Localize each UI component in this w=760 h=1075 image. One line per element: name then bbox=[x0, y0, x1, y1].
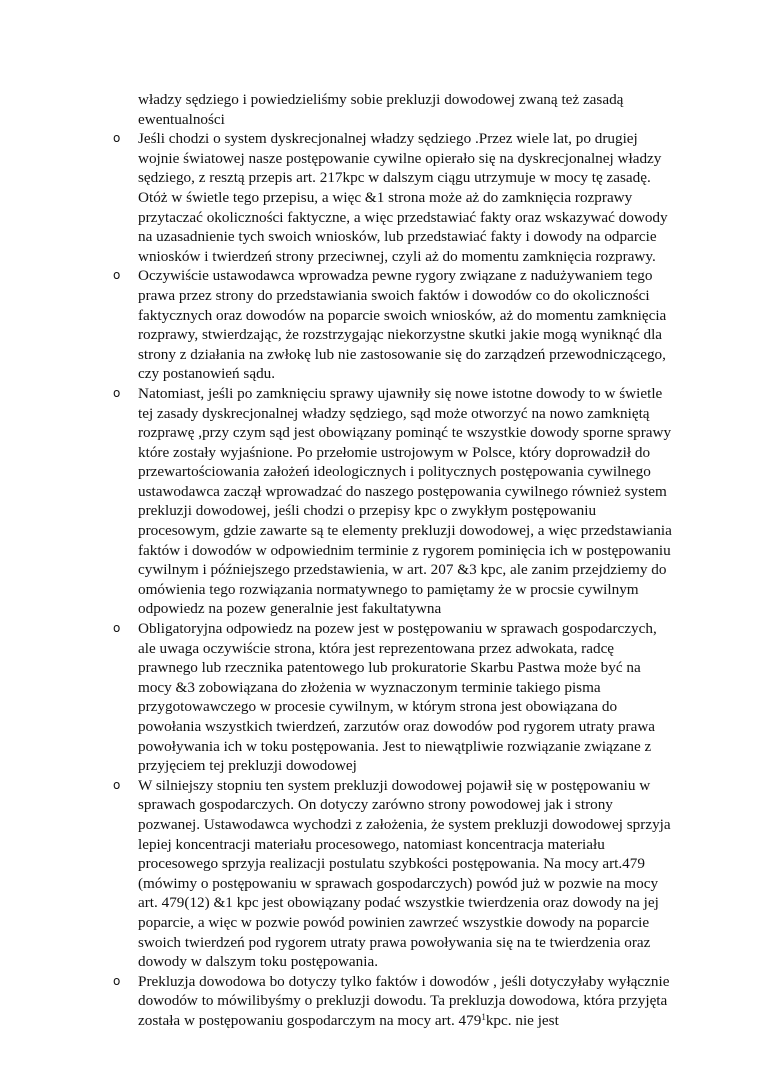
continuation-paragraph: władzy sędziego i powiedzieliśmy sobie prekluzji dowodowej zwaną też zasadą ewentualności bbox=[138, 91, 624, 128]
list-item-text: Obligatoryjna odpowiedz na pozew jest w postępowaniu w sprawach gospodarczych, ale uwaga oczywiście strona, która jest reprezentowana przez adwokata, radcę prawnego lub rzecznika patentowego lub prokuratorie Skarbu Pastwa może być na mocy &3 zobowiązana do złożenia w wyznaczonym terminie takiego pisma przygotowawczego w procesie cywilnym, w którym strona jest obowiązana do powołania wszystkich twierdzeń, zarzutów oraz dowodów pod rygorem utraty prawa powoływania ich w toku postępowania. Jest to niewątpliwie rozwiązanie związane z przyjęciem tej prekluzji dowodowej bbox=[138, 620, 657, 775]
list-item bbox=[113, 129, 674, 266]
list-item-text bbox=[138, 972, 674, 1031]
list-item-text-after: kpc. nie jest bbox=[485, 1011, 559, 1029]
bullet-marker: o bbox=[113, 973, 121, 988]
bullet-list bbox=[113, 129, 674, 1030]
bullet-marker: o bbox=[113, 131, 121, 146]
list-item-text: W silniejszy stopniu ten system prekluzji dowodowej pojawił się w postępowaniu w sprawach gospodarczych. On dotyczy zarówno strony powodowej jak i strony pozwanej. Ustawodawca wychodzi z założenia, że system prekluzji dowodowej sprzyja lepiej koncentracji materiału procesowego, natomiast koncentracja materiału procesowego sprzyja realizacji postulatu szybkości postępowania. Na mocy art.479 (mówimy o postępowaniu w sprawach gospodarczych) powód już w pozwie na mocy art. 479(12) &1 kpc jest obowiązany podać wszystkie twierdzenia oraz dowody na jej poparcie, a więc w pozwie powód powinien zawrzeć wszystkie dowody na poparcie swoich twierdzeń pod rygorem utraty prawa powoływania się na te twierdzenia oraz dowody w dalszym toku postępowania. bbox=[138, 776, 671, 971]
list-item-text: Jeśli chodzi o system dyskrecjonalnej władzy sędziego .Przez wiele lat, po drugiej wojnie światowej nasze postępowanie cywilne opierało się na dyskrecjonalnej władzy sędziego, z resztą przepis art. 217kpc w dalszym ciągu utrzymuje w mocy tę zasadę. Otóż w świetle tego przepisu, a więc &1 strona może aż do zamknięcia rozprawy przytaczać okoliczności faktyczne, a więc przedstawiać fakty oraz wskazywać dowody na uzasadnienie tych swoich wniosków, lub przedstawiać fakty i dowody na odparcie wniosków i twierdzeń strony przeciwnej, czyli aż do momentu zamknięcia rozprawy. bbox=[138, 130, 668, 265]
list-item bbox=[113, 266, 674, 384]
bullet-marker: o bbox=[113, 777, 121, 792]
list-item bbox=[113, 619, 674, 776]
list-item bbox=[113, 776, 674, 972]
bullet-marker: o bbox=[113, 385, 121, 400]
list-item-text: Oczywiście ustawodawca wprowadza pewne rygory związane z nadużywaniem tego prawa przez strony do przedstawiania swoich faktów i dowodów co do okoliczności faktycznych oraz dowodów na poparcie swoich wniosków, aż do momentu zamknięcia rozprawy, stwierdzając, że rozstrzygając niekorzystne skutki jakie mogą wyniknąć dla strony z działania na zwłokę lub nie zastosowanie się do zarządzeń przewodniczącego, czy postanowień sądu. bbox=[138, 267, 667, 383]
list-item-text-before: Prekluzja dowodowa bo dotyczy tylko faktów i dowodów , jeśli dotyczyłaby wyłącznie dowodów to mówilibyśmy o prekluzji dowodu. Ta prekluzja dowodowa, która przyjęta została w postępowaniu gospodarczym na mocy art. 479 bbox=[138, 972, 670, 1029]
list-item bbox=[113, 972, 674, 1031]
bullet-marker: o bbox=[113, 268, 121, 283]
bullet-marker: o bbox=[113, 621, 121, 636]
list-item bbox=[113, 384, 674, 619]
list-item-text: Natomiast, jeśli po zamknięciu sprawy ujawniły się nowe istotne dowody to w świetle tej zasady dyskrecjonalnej władzy sędziego, sąd może otworzyć na nowo zamkniętą rozprawę ,przy czym sąd jest obowiązany pominąć te wszystkie dowody sporne sprawy które zostały wyjaśnione. Po przełomie ustrojowym w Polsce, który doprowadził do przewartościowania założeń ideologicznych i politycznych postępowania cywilnego ustawodawca zaczął wprowadzać do naszego postępowania cywilnego również system prekluzji dowodowej, jeśli chodzi o przepisy kpc o zwykłym postępowaniu procesowym, gdzie zawarte są te elementy prekluzji dowodowej, a więc przedstawiania faktów i dowodów w odpowiednim terminie z rygorem pominięcia ich w postępowaniu cywilnym i późniejszego przedstawienia, w art. 207 &3 kpc, ale zanim przejdziemy do omówienia tego rozwiązania normatywnego to pamiętamy że w procsie cywilnym odpowiedz na pozew generalnie jest fakultatywna bbox=[138, 384, 672, 618]
article-superscript: 1 bbox=[481, 1011, 486, 1022]
document-body bbox=[113, 90, 674, 1031]
